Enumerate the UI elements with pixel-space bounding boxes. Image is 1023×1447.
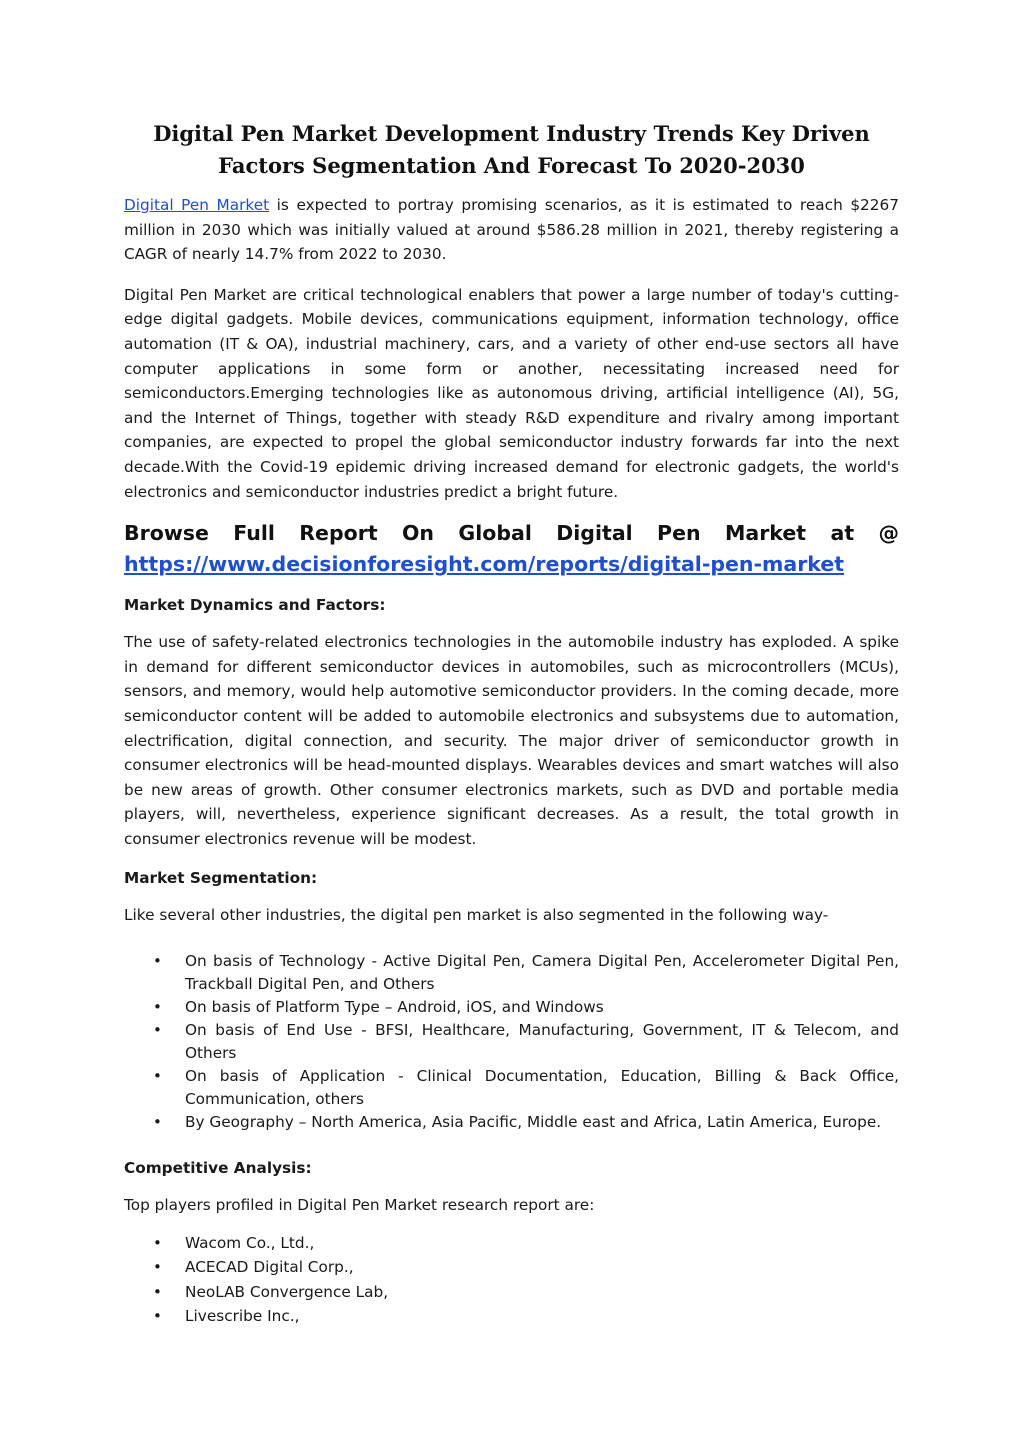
document-page [124, 118, 899, 1329]
bullet-icon: • [153, 1282, 162, 1301]
competitive-analysis-intro: Top players profiled in Digital Pen Market research report are: [124, 1196, 595, 1215]
bullet-icon: • [153, 1307, 162, 1326]
bullet-icon: • [153, 1067, 162, 1086]
list-item: • On basis of Application - Clinical Documentation, Education, Billing & Back Office, Communication, others [153, 1067, 899, 1109]
market-segmentation-heading: Market Segmentation: [124, 869, 318, 888]
bullet-icon: • [153, 952, 162, 971]
intro-paragraph [124, 193, 899, 267]
list-item: • Livescribe Inc., [124, 1304, 899, 1329]
bullet-icon: • [153, 1113, 162, 1132]
key-players-list [124, 1231, 899, 1329]
overview-paragraph: Digital Pen Market are critical technological enablers that power a large number of today's cutting-edge digital gadgets. Mobile devices, communications equipment, information technology, office automation (IT & OA), industrial machinery, cars, and a variety of other end-use sectors all have computer applications in some form or another, necessitating increased need for semiconductors.Emerging technologies like as autonomous driving, artificial intelligence (AI), 5G, and the Internet of Things, together with steady R&D expenditure and rivalry among important companies, are expected to propel the global semiconductor industry forwards far into the next decade.With the Covid-19 epidemic driving increased demand for electronic gadgets, the world's electronics and semiconductor industries predict a bright future. [124, 285, 899, 501]
market-dynamics-heading: Market Dynamics and Factors: [124, 596, 386, 615]
report-url-link[interactable]: https://www.decisionforesight.com/reports/digital-pen-market [124, 552, 845, 577]
list-item: • On basis of End Use - BFSI, Healthcare, Manufacturing, Government, IT & Telecom, and Others [153, 1021, 899, 1063]
browse-report-heading: Browse Full Report On Global Digital Pen Market at @ [124, 521, 899, 546]
intro-text: is expected to portray promising scenarios, as it is estimated to reach $2267 million in 2030 which was initially valued at around $586.28 million in 2021, thereby registering a CAGR of nearly 14.7% from 2022 to 2030. [124, 196, 899, 264]
competitive-analysis-heading: Competitive Analysis: [124, 1159, 312, 1178]
segmentation-list [124, 950, 899, 1134]
bullet-icon: • [153, 1021, 162, 1040]
bullet-icon: • [153, 1258, 162, 1277]
list-item: • By Geography – North America, Asia Pacific, Middle east and Africa, Latin America, Europe. [124, 1111, 899, 1134]
document-title: Digital Pen Market Development Industry Trends Key Driven Factors Segmentation And Forecast To 2020-2030 [153, 121, 870, 178]
list-item: • NeoLAB Convergence Lab, [124, 1280, 899, 1305]
market-segmentation-intro: Like several other industries, the digital pen market is also segmented in the following way- [124, 906, 829, 925]
list-item: • On basis of Technology - Active Digital Pen, Camera Digital Pen, Accelerometer Digital Pen, Trackball Digital Pen, and Others [153, 952, 899, 994]
bullet-icon: • [153, 1233, 162, 1252]
list-item: • ACECAD Digital Corp., [124, 1255, 899, 1280]
list-item: • On basis of Platform Type – Android, iOS, and Windows [124, 996, 899, 1019]
digital-pen-market-link[interactable]: Digital Pen Market [124, 196, 270, 214]
market-dynamics-paragraph: The use of safety-related electronics technologies in the automobile industry has exploded. A spike in demand for different semiconductor devices in automobiles, such as microcontrollers (MCUs), sensors, and memory, would help automotive semiconductor providers. In the coming decade, more semiconductor content will be added to automobile electronics and subsystems due to automation, electrification, digital connection, and security. The major driver of semiconductor growth in consumer electronics will be head-mounted displays. Wearables devices and smart watches will also be new areas of growth. Other consumer electronics markets, such as DVD and portable media players, will, nevertheless, experience significant decreases. As a result, the total growth in consumer electronics revenue will be modest. [124, 633, 899, 848]
list-item: • Wacom Co., Ltd., [124, 1231, 899, 1256]
bullet-icon: • [153, 998, 162, 1017]
